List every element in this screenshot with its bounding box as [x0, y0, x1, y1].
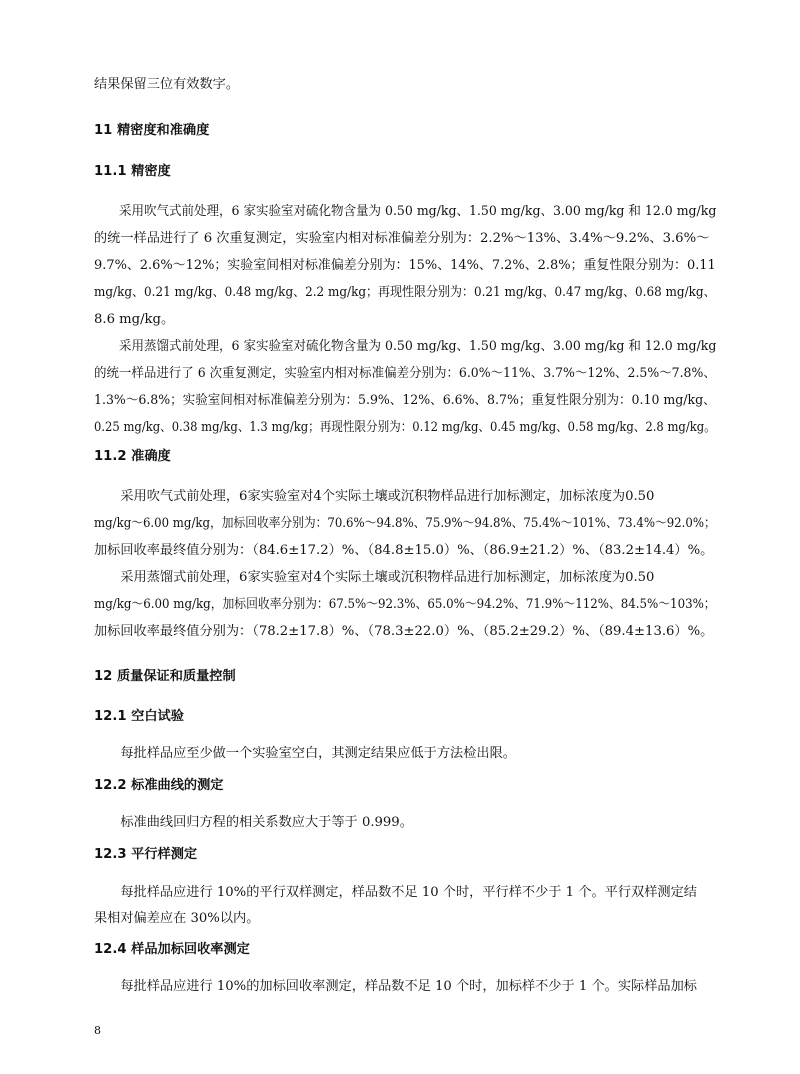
text-line: 采用蒸馏式前处理，6 家实验室对硫化物含量为 0.50 mg/kg、1.50 mg/kg、3.00 mg/kg 和 12.0 mg/kg — [94, 339, 717, 354]
text-line: mg/kg～6.00 mg/kg，加标回收率分别为：70.6%～94.8%、75.9%～94.8%、75.4%～101%、73.4%～92.0%； — [94, 516, 716, 531]
section-heading: 12 质量保证和质量控制 — [94, 669, 236, 684]
subsection-heading: 12.3 平行样测定 — [94, 847, 198, 862]
subsection-heading: 12.4 样品加标回收率测定 — [94, 942, 250, 957]
subsection-heading: 12.1 空白试验 — [94, 709, 184, 724]
text-line: 的统一样品进行了 6 次重复测定，实验室内相对标准偏差分别为：6.0%～11%、3.7%～12%、2.5%～7.8%、 — [94, 366, 716, 381]
text-line: mg/kg～6.00 mg/kg，加标回收率分别为：67.5%～92.3%、65.0%～94.2%、71.9%～112%、84.5%～103%； — [94, 597, 716, 612]
text-line: mg/kg、0.21 mg/kg、0.48 mg/kg、2.2 mg/kg；再现性限分别为：0.21 mg/kg、0.47 mg/kg、0.68 mg/kg、 — [94, 285, 716, 300]
page-number: 8 — [94, 1024, 101, 1037]
text-line: 标准曲线回归方程的相关系数应大于等于 0.999。 — [94, 815, 413, 830]
text-line: 采用吹气式前处理，6家实验室对4个实际土壤或沉积物样品进行加标测定，加标浓度为0.50 — [94, 489, 655, 504]
section-heading: 11 精密度和准确度 — [94, 123, 210, 138]
text-line: 采用吹气式前处理，6 家实验室对硫化物含量为 0.50 mg/kg、1.50 mg/kg、3.00 mg/kg 和 12.0 mg/kg — [94, 204, 717, 219]
text-line: 结果保留三位有效数字。 — [94, 77, 240, 92]
text-line: 的统一样品进行了 6 次重复测定，实验室内相对标准偏差分别为：2.2%～13%、3.4%～9.2%、3.6%～ — [94, 231, 710, 246]
text-line: 0.25 mg/kg、0.38 mg/kg、1.3 mg/kg；再现性限分别为：0.12 mg/kg、0.45 mg/kg、0.58 mg/kg、2.8 mg/kg。 — [94, 420, 716, 435]
subsection-heading: 11.2 准确度 — [94, 449, 171, 464]
text-line: 每批样品应进行 10%的加标回收率测定，样品数不足 10 个时，加标样不少于 1 个。实际样品加标 — [94, 979, 697, 994]
subsection-heading: 12.2 标准曲线的测定 — [94, 778, 224, 793]
text-line: 8.6 mg/kg。 — [94, 312, 175, 327]
text-line: 9.7%、2.6%～12%；实验室间相对标准偏差分别为：15%、14%、7.2%、2.8%；重复性限分别为：0.11 — [94, 258, 716, 273]
text-line: 果相对偏差应在 30%以内。 — [94, 911, 260, 926]
text-line: 加标回收率最终值分别为：（78.2±17.8）%、（78.3±22.0）%、（85.2±29.2）%、（89.4±13.6）%。 — [94, 624, 714, 639]
text-line: 每批样品应至少做一个实验室空白，其测定结果应低于方法检出限。 — [94, 746, 516, 761]
text-line: 加标回收率最终值分别为：（84.6±17.2）%、（84.8±15.0）%、（86.9±21.2）%、（83.2±14.4）%。 — [94, 543, 714, 558]
text-line: 采用蒸馏式前处理，6家实验室对4个实际土壤或沉积物样品进行加标测定，加标浓度为0.50 — [94, 570, 655, 585]
subsection-heading: 11.1 精密度 — [94, 164, 171, 179]
text-line: 每批样品应进行 10%的平行双样测定，样品数不足 10 个时，平行样不少于 1 个。平行双样测定结 — [94, 885, 697, 900]
text-line: 1.3%～6.8%；实验室间相对标准偏差分别为：5.9%、12%、6.6%、8.7%；重复性限分别为：0.10 mg/kg、 — [94, 393, 716, 408]
